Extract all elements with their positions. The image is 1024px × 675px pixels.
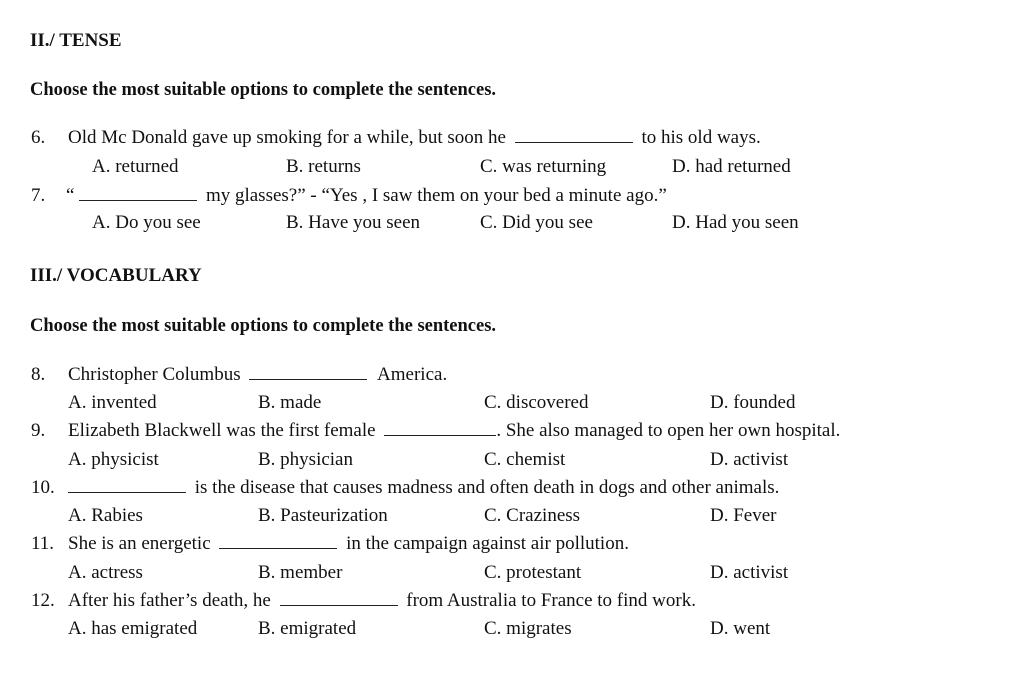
question-text <box>68 533 629 555</box>
question-text <box>68 127 761 149</box>
question-number: 12. <box>31 590 55 611</box>
option-c: C. was returning <box>480 156 607 177</box>
section-instruction-vocabulary: Choose the most suitable options to complete the sentences. <box>30 316 497 336</box>
option-b: B. emigrated <box>258 618 357 639</box>
option-b: B. made <box>258 392 322 413</box>
answer-blank <box>219 534 337 549</box>
option-a: A. Rabies <box>68 505 143 526</box>
answer-blank <box>249 365 367 380</box>
option-c: C. chemist <box>484 449 566 470</box>
question-text-start: Elizabeth Blackwell was the first female <box>68 420 376 441</box>
option-a: A. returned <box>92 156 179 177</box>
question-number: 8. <box>31 364 46 385</box>
question-text-start: Christopher Columbus <box>68 364 241 385</box>
question-text-start: After his father’s death, he <box>68 590 271 611</box>
question-text-start: Old Mc Donald gave up smoking for a while, but soon he <box>68 127 506 148</box>
option-d: D. Had you seen <box>672 212 799 233</box>
question-text <box>68 420 840 442</box>
option-d: D. had returned <box>672 156 791 177</box>
question-text-end: is the disease that causes madness and often death in dogs and other animals. <box>194 477 780 498</box>
option-a: A. Do you see <box>92 212 201 233</box>
option-a: A. has emigrated <box>68 618 198 639</box>
open-quote: “ <box>66 185 75 206</box>
answer-blank <box>79 186 197 201</box>
option-b: B. returns <box>286 156 361 177</box>
option-b: B. Pasteurization <box>258 505 388 526</box>
question-number: 11. <box>31 533 55 554</box>
question-text-end: my glasses?” - “Yes , I saw them on your bed a minute ago.” <box>205 185 667 206</box>
answer-blank <box>515 128 633 143</box>
option-a: A. invented <box>68 392 157 413</box>
question-number: 9. <box>31 420 46 441</box>
section-instruction-tense: Choose the most suitable options to complete the sentences. <box>30 80 497 100</box>
option-b: B. member <box>258 562 343 583</box>
option-c: C. migrates <box>484 618 572 639</box>
question-text <box>68 364 447 386</box>
answer-blank <box>68 478 186 493</box>
answer-blank <box>384 421 496 436</box>
question-text-end: in the campaign against air pollution. <box>346 533 629 554</box>
question-number: 10. <box>31 477 55 498</box>
answer-blank <box>280 591 398 606</box>
question-text-end: from Australia to France to find work. <box>406 590 696 611</box>
question-number: 6. <box>31 127 46 148</box>
section-heading-tense: II./ TENSE <box>30 30 122 51</box>
question-text <box>66 185 667 207</box>
option-d: D. founded <box>710 392 796 413</box>
option-c: C. discovered <box>484 392 589 413</box>
question-text <box>68 590 696 612</box>
question-number: 7. <box>31 185 46 206</box>
option-c: C. Craziness <box>484 505 581 526</box>
section-heading-vocabulary: III./ VOCABULARY <box>30 265 202 286</box>
option-c: C. protestant <box>484 562 582 583</box>
question-text <box>68 477 779 499</box>
question-text-end: . She also managed to open her own hospital. <box>496 420 841 441</box>
option-c: C. Did you see <box>480 212 593 233</box>
option-d: D. Fever <box>710 505 777 526</box>
question-text-start: She is an energetic <box>68 533 211 554</box>
option-d: D. activist <box>710 562 789 583</box>
question-text-end: to his old ways. <box>641 127 761 148</box>
option-b: B. Have you seen <box>286 212 421 233</box>
option-b: B. physician <box>258 449 353 470</box>
option-d: D. activist <box>710 449 789 470</box>
option-d: D. went <box>710 618 771 639</box>
option-a: A. physicist <box>68 449 159 470</box>
option-a: A. actress <box>68 562 143 583</box>
question-text-end: America. <box>377 364 448 385</box>
